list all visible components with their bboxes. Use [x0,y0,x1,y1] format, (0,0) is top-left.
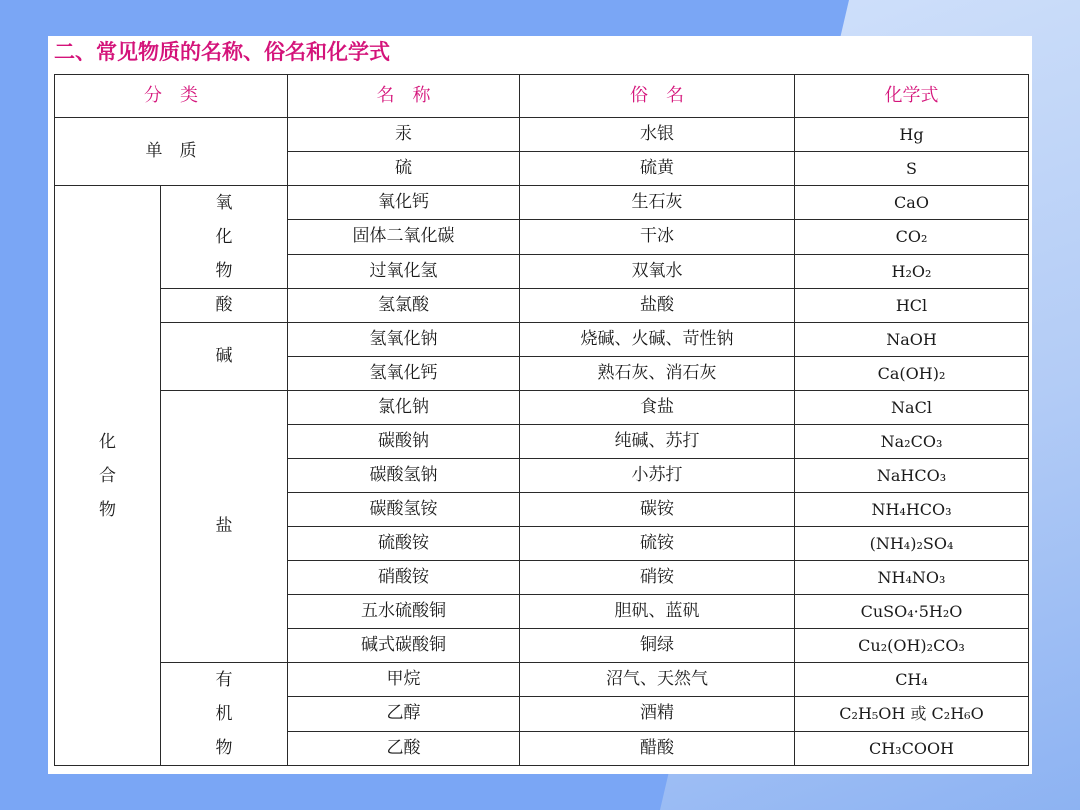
cell-formula: H₂O₂ [795,254,1029,288]
cell-name: 氢氧化钠 [288,323,520,357]
cell-name: 氯化钠 [288,391,520,425]
header-name: 名 称 [288,75,520,118]
subcategory-organic [161,663,288,766]
cell-common: 沼气、天然气 [520,663,795,697]
cell-name: 氧化钙 [288,186,520,220]
cell-formula: NaOH [795,323,1029,357]
compound-char: 化 [99,431,116,452]
cell-name: 碳酸氢钠 [288,459,520,493]
cell-common: 盐酸 [520,289,795,323]
table-row [55,118,1029,152]
header-row [55,75,1029,118]
cell-name: 硝酸铵 [288,561,520,595]
cell-common: 铜绿 [520,629,795,663]
cell-common: 酒精 [520,697,795,731]
cell-name: 固体二氧化碳 [288,220,520,254]
cell-name: 碳酸钠 [288,425,520,459]
cell-name: 硫 [288,152,520,186]
cell-formula: Cu₂(OH)₂CO₃ [795,629,1029,663]
cell-name: 氢氧化钙 [288,357,520,391]
header-category: 分 类 [55,75,288,118]
oxide-char: 物 [215,261,233,281]
cell-formula: NaCl [795,391,1029,425]
subcategory-base: 碱 [161,323,288,391]
cell-name: 乙酸 [288,731,520,765]
cell-common: 硫黄 [520,152,795,186]
cell-name: 乙醇 [288,697,520,731]
cell-common: 双氧水 [520,254,795,288]
organic-char: 有 [215,670,233,690]
cell-name: 甲烷 [288,663,520,697]
oxide-char: 化 [215,227,233,247]
cell-formula: HCl [795,289,1029,323]
cell-formula: NaHCO₃ [795,459,1029,493]
table-row [55,186,1029,220]
cell-common: 醋酸 [520,731,795,765]
table-row [55,663,1029,697]
table-row [55,391,1029,425]
cell-name: 硫酸铵 [288,527,520,561]
cell-common: 硝铵 [520,561,795,595]
cell-common: 碳铵 [520,493,795,527]
cell-common: 干冰 [520,220,795,254]
cell-common: 烧碱、火碱、苛性钠 [520,323,795,357]
substance-table [54,74,1029,766]
subcategory-oxide [161,186,288,289]
compound-char: 合 [99,465,116,486]
cell-formula: Ca(OH)₂ [795,357,1029,391]
header-formula: 化学式 [795,75,1029,118]
organic-char: 机 [215,704,233,724]
subcategory-acid: 酸 [161,289,288,323]
oxide-char: 氧 [215,193,233,213]
cell-common: 硫铵 [520,527,795,561]
subcategory-salt: 盐 [161,391,288,663]
cell-formula: Na₂CO₃ [795,425,1029,459]
category-element: 单 质 [55,118,288,186]
cell-common: 纯碱、苏打 [520,425,795,459]
cell-name: 碳酸氢铵 [288,493,520,527]
cell-formula: CuSO₄·5H₂O [795,595,1029,629]
cell-formula: CaO [795,186,1029,220]
cell-formula: CO₂ [795,220,1029,254]
cell-common: 熟石灰、消石灰 [520,357,795,391]
category-compound [55,186,161,766]
table-row [55,289,1029,323]
cell-formula: NH₄HCO₃ [795,493,1029,527]
slide [48,36,1032,774]
header-common-name: 俗 名 [520,75,795,118]
cell-formula: C₂H₅OH 或 C₂H₆O [795,697,1029,731]
cell-name: 氢氯酸 [288,289,520,323]
cell-common: 胆矾、蓝矾 [520,595,795,629]
cell-formula: CH₄ [795,663,1029,697]
slide-title: 二、常见物质的名称、俗名和化学式 [54,40,390,64]
cell-formula: NH₄NO₃ [795,561,1029,595]
cell-common: 食盐 [520,391,795,425]
table-row [55,323,1029,357]
cell-common: 水银 [520,118,795,152]
cell-formula: Hg [795,118,1029,152]
cell-formula: (NH₄)₂SO₄ [795,527,1029,561]
organic-char: 物 [215,738,233,758]
cell-name: 汞 [288,118,520,152]
cell-common: 生石灰 [520,186,795,220]
cell-common: 小苏打 [520,459,795,493]
cell-formula: CH₃COOH [795,731,1029,765]
cell-formula: S [795,152,1029,186]
cell-name: 五水硫酸铜 [288,595,520,629]
cell-name: 碱式碳酸铜 [288,629,520,663]
compound-char: 物 [99,499,116,520]
cell-name: 过氧化氢 [288,254,520,288]
